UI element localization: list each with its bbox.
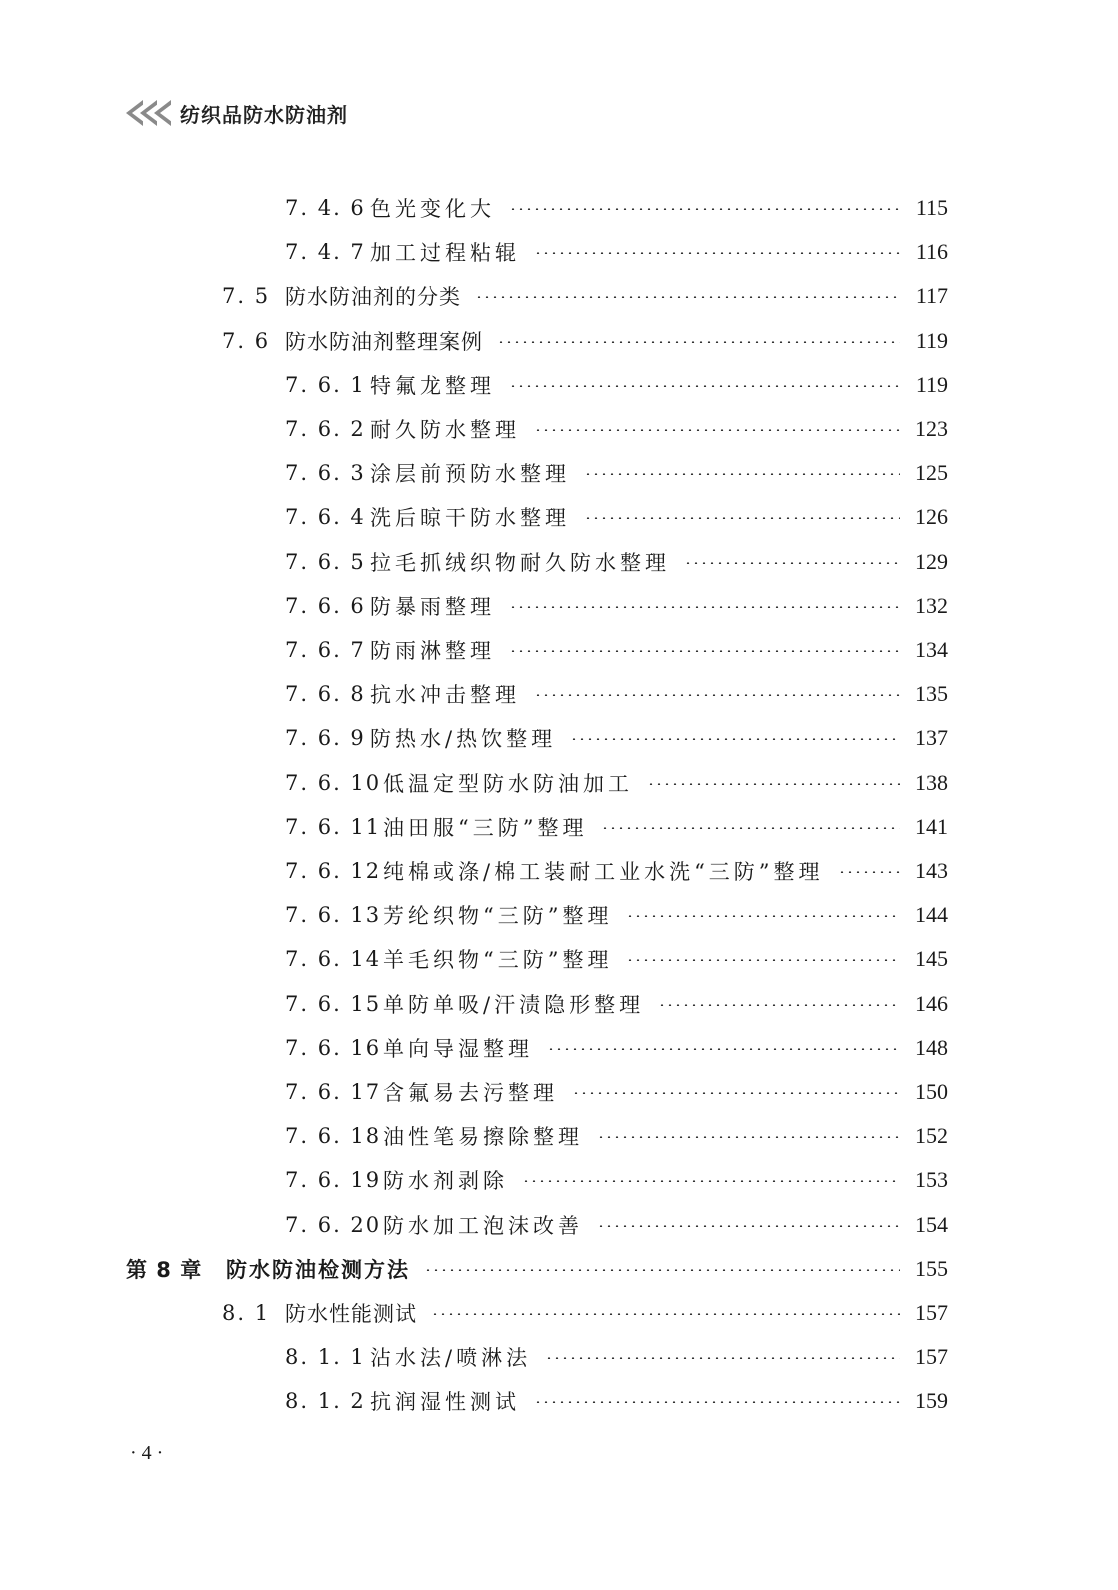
dot-leader [626, 959, 900, 961]
toc-entry-title: 抗水冲击整理 [370, 683, 520, 708]
toc-entry-title: 耐久防水整理 [370, 418, 520, 442]
dot-leader [584, 473, 900, 475]
dot-leader [838, 871, 900, 873]
toc-entry[interactable] [0, 1026, 1118, 1070]
toc-entry-title: 洗后晾干防水整理 [370, 506, 570, 531]
dot-leader [647, 783, 900, 785]
toc-entry-title: 羊毛织物“三防”整理 [383, 948, 613, 973]
toc-entry-title: 沾水法/喷淋法 [370, 1346, 532, 1371]
toc-entry-title: 特氟龙整理 [370, 373, 495, 398]
toc-entry[interactable] [0, 1291, 1118, 1335]
dot-leader [545, 1357, 900, 1359]
toc-entry-title: 油田服“三防”整理 [383, 815, 588, 840]
toc-entry-number: 7. 6. 8 [285, 682, 366, 707]
dot-leader [572, 1092, 900, 1094]
dot-leader [626, 915, 900, 917]
dot-leader [547, 1048, 900, 1050]
toc-entry-page: 115 [915, 195, 948, 220]
toc-entry[interactable] [0, 849, 1118, 893]
page-number: · 4 · [130, 1442, 164, 1464]
toc-entry-number: 7. 6. 6 [285, 593, 366, 618]
toc-entry[interactable] [0, 893, 1118, 937]
toc-entry[interactable] [0, 186, 1118, 230]
dot-leader [534, 694, 900, 696]
toc-entry-title: 防水性能测试 [285, 1302, 417, 1326]
toc-entry-number: 7. 4. 7 [285, 240, 366, 265]
toc-entry-page: 153 [915, 1167, 948, 1193]
toc-entry-number: 8. 1 [222, 1301, 271, 1325]
toc-entry[interactable] [0, 982, 1118, 1026]
toc-entry[interactable] [0, 761, 1118, 805]
toc-entry[interactable] [0, 1203, 1118, 1247]
dot-leader [509, 208, 900, 210]
dot-leader [584, 517, 900, 519]
toc-entry-page: 117 [915, 283, 948, 309]
toc-entry-page: 137 [915, 725, 948, 751]
book-title: 纺织品防水防油剂 [180, 102, 348, 127]
toc-entry[interactable] [0, 495, 1118, 539]
toc-entry-number: 8. 1. 1 [285, 1345, 366, 1370]
dot-leader [684, 562, 900, 564]
toc-entry-number: 7. 6. 12 [285, 859, 382, 883]
dot-leader [509, 650, 900, 652]
toc-entry-page: 159 [915, 1388, 948, 1414]
toc-entry-page: 123 [915, 416, 948, 441]
toc-entry-title: 抗润湿性测试 [370, 1390, 520, 1415]
toc-entry-title: 涂层前预防水整理 [370, 462, 570, 487]
toc-entry-number: 7. 6. 20 [285, 1212, 382, 1237]
toc-entry-page: 119 [915, 371, 948, 397]
toc-entry-page: 155 [915, 1255, 948, 1281]
toc-entry[interactable] [0, 1247, 1118, 1291]
toc-entry[interactable] [0, 451, 1118, 495]
toc-entry-title: 拉毛抓绒织物耐久防水整理 [370, 550, 670, 575]
toc-entry-title: 防暴雨整理 [370, 594, 495, 619]
toc-entry-title: 含氟易去污整理 [383, 1081, 558, 1105]
toc-entry-page: 141 [915, 813, 948, 839]
toc-entry-title: 防水加工泡沫改善 [383, 1213, 583, 1238]
toc-entry-number: 7. 6. 7 [285, 638, 366, 662]
toc-entry-title: 防水防油剂的分类 [285, 285, 461, 310]
toc-entry[interactable] [0, 672, 1118, 716]
toc-entry-number: 7. 6. 13 [285, 903, 382, 928]
toc-entry-number: 7. 6 [222, 328, 271, 353]
dot-leader [431, 1313, 900, 1315]
toc-entry-number: 7. 4. 6 [285, 196, 366, 220]
toc-entry[interactable] [0, 230, 1118, 274]
dot-leader [475, 296, 900, 298]
toc-entry-page: 135 [915, 681, 948, 707]
toc-entry-number: 7. 6. 16 [285, 1035, 382, 1060]
toc-entry[interactable] [0, 716, 1118, 760]
toc-entry[interactable] [0, 628, 1118, 672]
toc-entry-page: 150 [915, 1079, 948, 1104]
toc-entry-number: 7. 6. 14 [285, 947, 382, 972]
toc-entry-number: 7. 6. 15 [285, 991, 382, 1016]
toc-entry[interactable] [0, 540, 1118, 584]
toc-entry-number: 7. 6. 4 [285, 505, 366, 530]
toc-entry-page: 119 [915, 327, 948, 353]
running-header [126, 96, 348, 130]
toc-entry[interactable] [0, 1335, 1118, 1379]
toc-entry-number: 7. 6. 5 [285, 549, 366, 574]
dot-leader [522, 1180, 900, 1182]
toc-entry[interactable] [0, 407, 1118, 451]
dot-leader [497, 341, 900, 343]
toc-entry-number: 7. 6. 3 [285, 461, 366, 486]
toc-entry-page: 138 [915, 769, 948, 795]
toc-entry[interactable] [0, 319, 1118, 363]
toc-entry-number: 第 8 章 [126, 1257, 203, 1282]
toc-entry-page: 125 [915, 460, 948, 486]
toc-entry-title: 纯棉或涤/棉工装耐工业水洗“三防”整理 [383, 860, 824, 884]
toc-entry-title: 防水防油检测方法 [226, 1257, 410, 1282]
toc-entry-title: 防雨淋整理 [370, 639, 495, 663]
toc-entry-title: 单向导湿整理 [383, 1036, 533, 1061]
toc-entry[interactable] [0, 805, 1118, 849]
dot-leader [534, 1401, 900, 1403]
toc-entry[interactable] [0, 1379, 1118, 1423]
toc-entry-page: 129 [915, 548, 948, 574]
toc-entry-number: 7. 6. 19 [285, 1168, 382, 1193]
dot-leader [534, 252, 900, 254]
dot-leader [509, 606, 900, 608]
dot-leader [534, 429, 900, 431]
dot-leader [658, 1004, 900, 1006]
toc-entry[interactable] [0, 1158, 1118, 1202]
dot-leader [570, 738, 900, 740]
toc-entry-title: 芳纶织物“三防”整理 [383, 904, 613, 929]
toc-entry-number: 7. 6. 9 [285, 726, 366, 751]
toc-entry-page: 134 [915, 637, 948, 662]
toc-entry-title: 防热水/热饮整理 [370, 727, 557, 752]
toc-entry-title: 油性笔易擦除整理 [383, 1125, 583, 1150]
toc-entry-page: 126 [915, 504, 948, 530]
toc-entry-number: 7. 6. 18 [285, 1124, 382, 1149]
toc-entry-page: 116 [915, 239, 948, 265]
toc-entry-page: 144 [915, 902, 948, 928]
toc-entry-number: 7. 6. 2 [285, 417, 366, 441]
dot-leader [601, 827, 900, 829]
dot-leader [424, 1269, 900, 1271]
dot-leader [597, 1136, 900, 1138]
toc-entry[interactable] [0, 274, 1118, 318]
toc-entry-title: 低温定型防水防油加工 [383, 771, 633, 796]
toc-entry-page: 154 [915, 1211, 948, 1237]
dot-leader [509, 385, 900, 387]
toc-entry-page: 132 [915, 592, 948, 618]
toc-entry-title: 防水剂剥除 [383, 1169, 508, 1194]
toc-entry-title: 色光变化大 [370, 197, 495, 221]
toc-entry-number: 7. 6. 11 [285, 814, 382, 839]
toc-entry[interactable] [0, 937, 1118, 981]
toc-entry-title: 加工过程粘辊 [370, 241, 520, 266]
chevron-decoration-icon [126, 100, 168, 126]
toc-entry-number: 7. 5 [222, 284, 271, 309]
toc-entry-number: 7. 6. 10 [285, 770, 382, 795]
toc-entry[interactable] [0, 584, 1118, 628]
toc-entry-title: 单防单吸/汗渍隐形整理 [383, 992, 645, 1017]
toc-entry-page: 157 [915, 1344, 948, 1370]
toc-entry-title: 防水防油剂整理案例 [285, 329, 483, 354]
toc-entry[interactable] [0, 363, 1118, 407]
toc-entry-page: 157 [915, 1300, 948, 1325]
toc-entry-page: 146 [915, 990, 948, 1016]
toc-entry-page: 145 [915, 946, 948, 972]
toc-entry[interactable] [0, 1070, 1118, 1114]
dot-leader [597, 1225, 900, 1227]
toc-entry-number: 7. 6. 1 [285, 372, 366, 397]
toc-entry[interactable] [0, 1114, 1118, 1158]
toc-entry-number: 7. 6. 17 [285, 1080, 382, 1104]
toc-entry-number: 8. 1. 2 [285, 1389, 366, 1414]
toc-entry-page: 152 [915, 1123, 948, 1149]
toc-entry-page: 148 [915, 1034, 948, 1060]
toc-entry-page: 143 [915, 858, 948, 883]
